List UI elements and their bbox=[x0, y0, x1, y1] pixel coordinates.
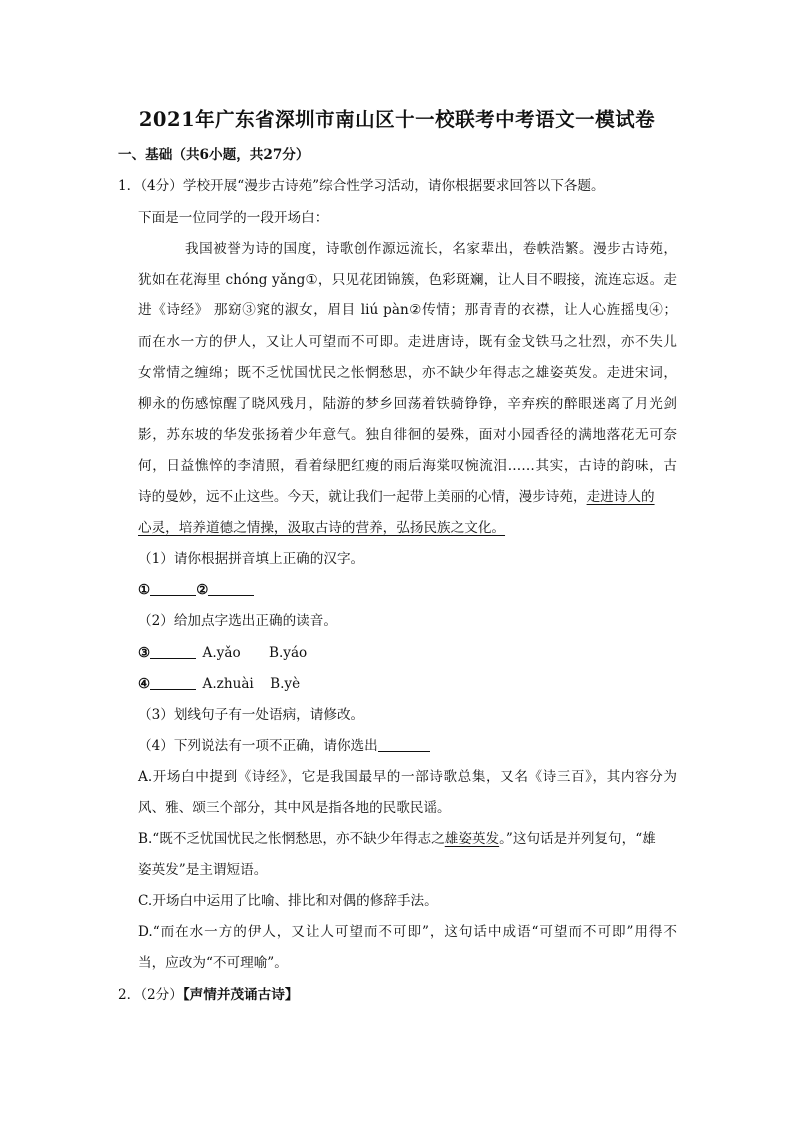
answer-blank[interactable] bbox=[150, 675, 196, 690]
option-b-text: B.“既不乏忧国忧民之怅惘愁思，亦不缺少年得志之雄姿英发。”这句话是并列复句，“雄 bbox=[138, 831, 656, 847]
option-b: B.yáo bbox=[268, 645, 308, 661]
option-a: A.yǎo bbox=[202, 645, 241, 661]
question-1-header: 1．（4分）学校开展“漫步古诗苑”综合性学习活动，请你根据要求回答以下各题。 bbox=[118, 178, 605, 194]
passage-line: 女常情之缠绵；既不乏忧国忧民之怅惘愁思，亦不缺少年得志之雄姿英发。走进宋词， bbox=[138, 365, 677, 381]
answer-blank[interactable] bbox=[378, 737, 430, 752]
option-a-text: 风、雅、颂三个部分，其中风是指各地的民歌民谣。 bbox=[138, 800, 451, 816]
passage-line: 而在水一方的伊人，又让人可望而不可即。走进唐诗，既有金戈铁马之壮烈，亦不失儿 bbox=[138, 334, 677, 350]
sub-question-1: （1）请你根据拼音填上正确的汉字。 bbox=[138, 551, 365, 567]
sub-question-3: （3）划线句子有一处语病，请修改。 bbox=[138, 707, 365, 723]
answer-blank[interactable] bbox=[150, 644, 196, 659]
page-title: 2021年广东省深圳市南山区十一校联考中考语文一模试卷 bbox=[138, 108, 656, 131]
section-heading: 一、基础（共6小题，共27分） bbox=[118, 147, 310, 163]
passage-line bbox=[138, 487, 655, 507]
question-2-header: 2．（2分）【声情并茂诵古诗】 bbox=[118, 987, 299, 1003]
answer-blank[interactable] bbox=[150, 581, 196, 596]
passage-line: 何，日益憔悴的李清照，看着绿肥红瘦的雨后海棠叹惋流泪……其实，古诗的韵味，古 bbox=[138, 458, 677, 474]
option-d-text: D.“而在水一方的伊人，又让人可望而不可即”，这句话中成语“可望而不可即”用得不 bbox=[138, 924, 677, 940]
answer-blank[interactable] bbox=[208, 581, 254, 596]
option-d-text: 当，应改为“不可理喻”。 bbox=[138, 955, 288, 971]
passage-line: 柳永的伤感惊醒了晓风残月，陆游的梦乡回荡着铁骑铮铮，辛弃疾的醉眼迷离了月光剑 bbox=[138, 396, 677, 412]
option-b: B.yè bbox=[270, 676, 301, 692]
sub-question-2: （2）给加点字选出正确的读音。 bbox=[138, 613, 337, 629]
option-b-text: 姿英发”是主谓短语。 bbox=[138, 862, 268, 878]
passage-text: 诗的曼妙，远不止这些。今天，就让我们一起带上美丽的心情，漫步诗苑， bbox=[138, 489, 587, 505]
sub-question-4: （4）下列说法有一项不正确，请你选出 bbox=[138, 736, 430, 756]
option-a-text: A.开场白中提到《诗经》，它是我国最早的一部诗歌总集，又名《诗三百》，其内容分为 bbox=[138, 769, 677, 785]
underlined-sentence: 心灵，培养道德之情操，汲取古诗的营养，弘扬民族之文化。 bbox=[138, 520, 506, 536]
option-c-text: C.开场白中运用了比喻、排比和对偶的修辞手法。 bbox=[138, 893, 438, 909]
option-a: A.zhuài bbox=[202, 676, 254, 692]
passage-line: 我国被誉为诗的国度，诗歌创作源远流长，名家辈出，卷帙浩繁。漫步古诗苑， bbox=[185, 241, 677, 257]
question-1-intro: 下面是一位同学的一段开场白： bbox=[138, 210, 329, 226]
passage-line: 犹如在花海里 chóng yǎng①，只见花团锦簇，色彩斑斓，让人目不暇接，流连忘返。走 bbox=[138, 272, 677, 288]
passage-line: 进《诗经》 那窈③窕的淑女，眉目 liú pàn②传情；那青青的衣襟，让人心旌摇曳④； bbox=[138, 302, 677, 318]
sub-question-2-item-4: ④ A.zhuài B.yè bbox=[138, 676, 301, 692]
underlined-sentence-start: 走进诗人的 bbox=[586, 489, 655, 505]
passage-line: 影，苏东坡的华发张扬着少年意气。独自徘徊的晏殊，面对小园香径的满地落花无可奈 bbox=[138, 427, 677, 443]
sub-question-2-item-3: ③ A.yǎo B.yáo bbox=[138, 645, 308, 661]
sub-question-1-answer: ① ② bbox=[138, 580, 254, 600]
